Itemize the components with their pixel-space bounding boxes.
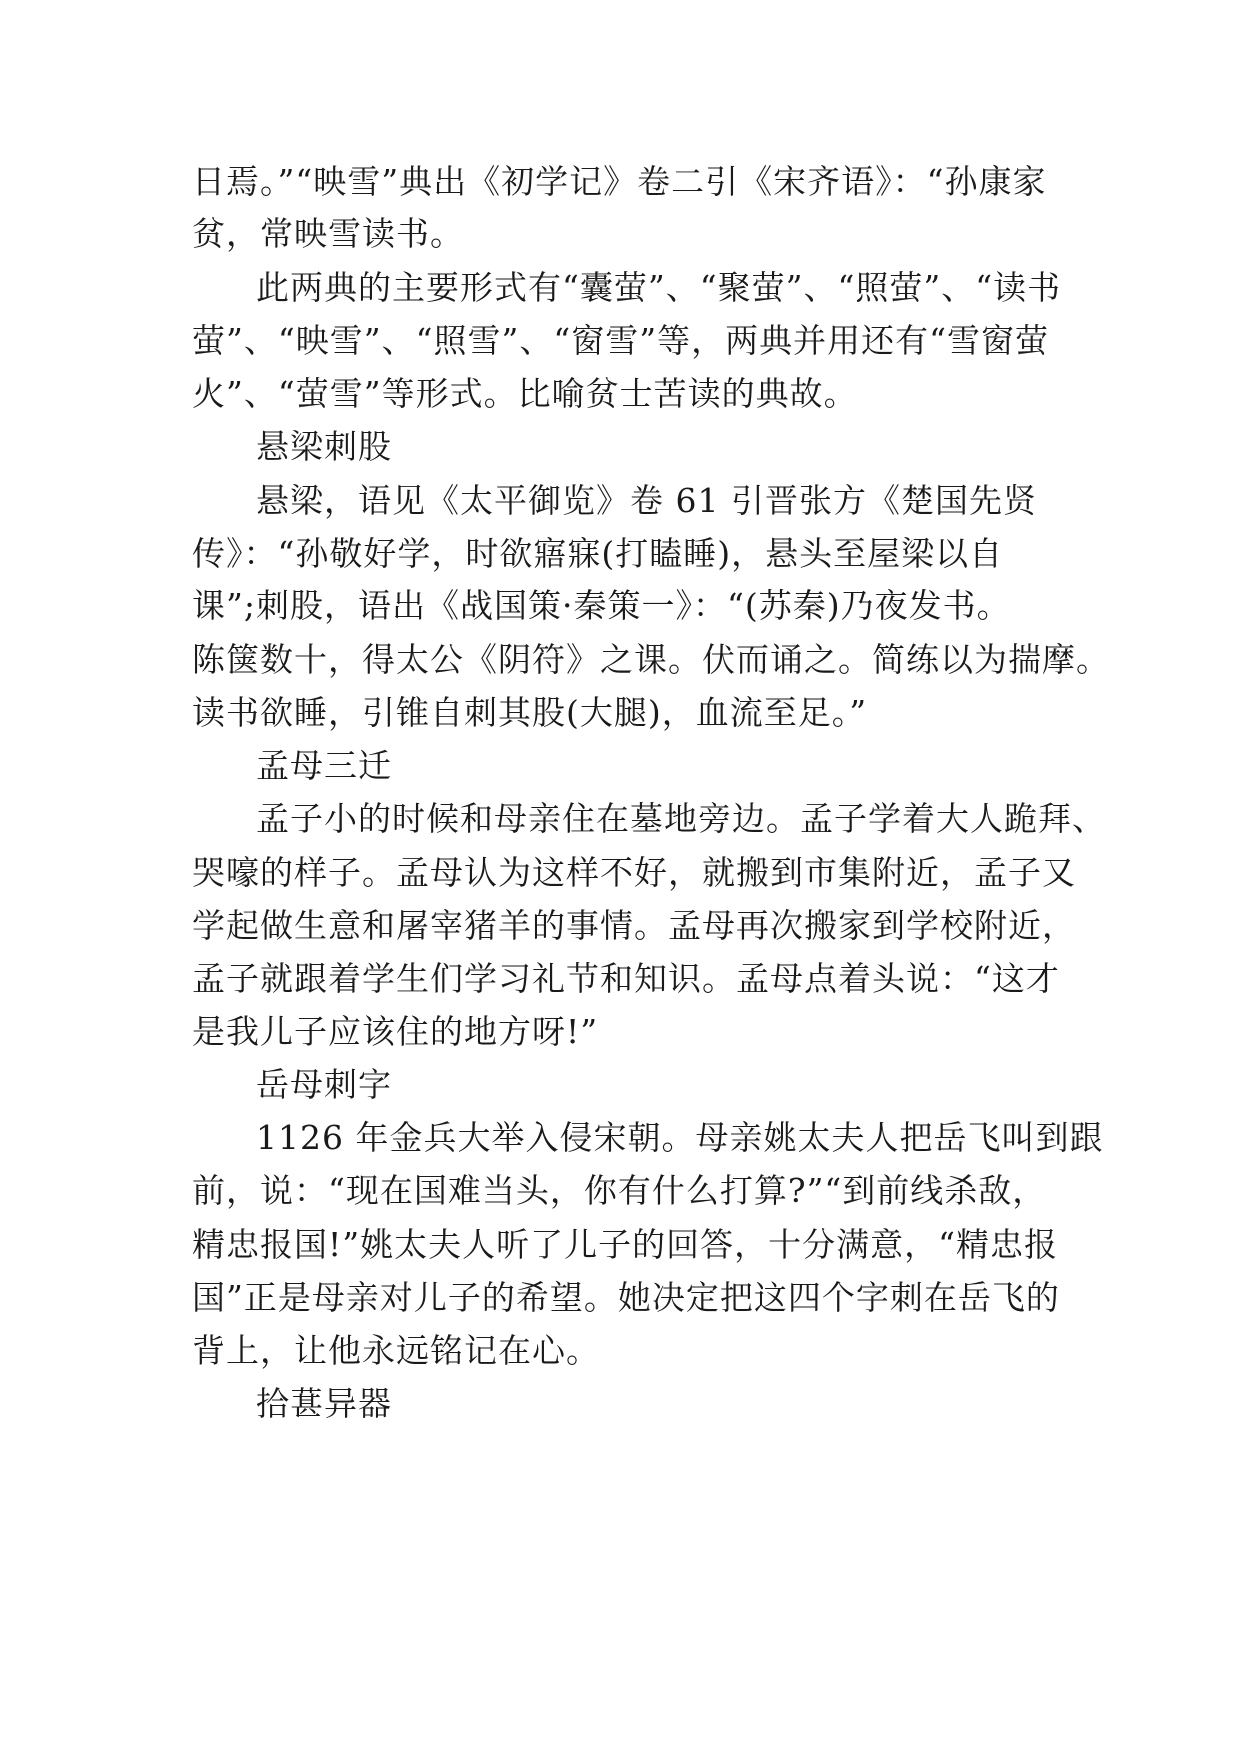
text-line: 精忠报国!”姚太夫人听了儿子的回答，十分满意，“精忠报: [192, 1225, 1059, 1264]
text-line: 是我儿子应该住的地方呀!”: [192, 1012, 599, 1051]
text-line: 火”、“萤雪”等形式。比喻贫士苦读的典故。: [192, 374, 858, 413]
section-heading: 悬梁刺股: [256, 427, 392, 466]
text-line: 哭嚎的样子。孟母认为这样不好，就搬到市集附近，孟子又: [192, 853, 1076, 892]
text-line: 贫，常映雪读书。: [192, 214, 464, 253]
text-line: 前，说：“现在国难当头，你有什么打算?”“到前线杀敌，: [192, 1171, 1047, 1210]
paragraph-first-line: 悬梁，语见《太平御览》卷 61 引晋张方《楚国先贤: [256, 481, 1037, 520]
text-line: 读书欲睡，引锥自刺其股(大腿)，血流至足。”: [192, 693, 868, 732]
paragraph-first-line: 1126 年金兵大举入侵宋朝。母亲姚太夫人把岳飞叫到跟: [256, 1118, 1104, 1157]
text-line: 背上，让他永远铭记在心。: [192, 1331, 600, 1370]
text-line: 日焉。”“映雪”典出《初学记》卷二引《宋齐语》：“孙康家: [192, 162, 1047, 201]
text-line: 国”正是母亲对儿子的希望。她决定把这四个字刺在岳飞的: [192, 1278, 1060, 1317]
text-line: 学起做生意和屠宰猪羊的事情。孟母再次搬家到学校附近，: [192, 906, 1076, 945]
text-line: 孟子就跟着学生们学习礼节和知识。孟母点着头说：“这才: [192, 959, 1060, 998]
section-heading: 孟母三迁: [256, 746, 392, 785]
paragraph-first-line: 孟子小的时候和母亲住在墓地旁边。孟子学着大人跪拜、: [256, 799, 1106, 838]
text-line: 萤”、“映雪”、“照雪”、“窗雪”等，两典并用还有“雪窗萤: [192, 321, 1049, 360]
paragraph-first-line: 此两典的主要形式有“囊萤”、“聚萤”、“照萤”、“读书: [256, 268, 1062, 307]
text-line: 传》：“孙敬好学，时欲寤寐(打瞌睡)，悬头至屋梁以自: [192, 534, 1004, 573]
section-heading: 拾葚异器: [256, 1384, 392, 1423]
text-line: 陈箧数十，得太公《阴符》之课。伏而诵之。简练以为揣摩。: [192, 640, 1110, 679]
text-line: 课”;刺股，语出《战国策·秦策一》：“(苏秦)乃夜发书。: [192, 586, 1011, 625]
section-heading: 岳母刺字: [256, 1065, 392, 1104]
